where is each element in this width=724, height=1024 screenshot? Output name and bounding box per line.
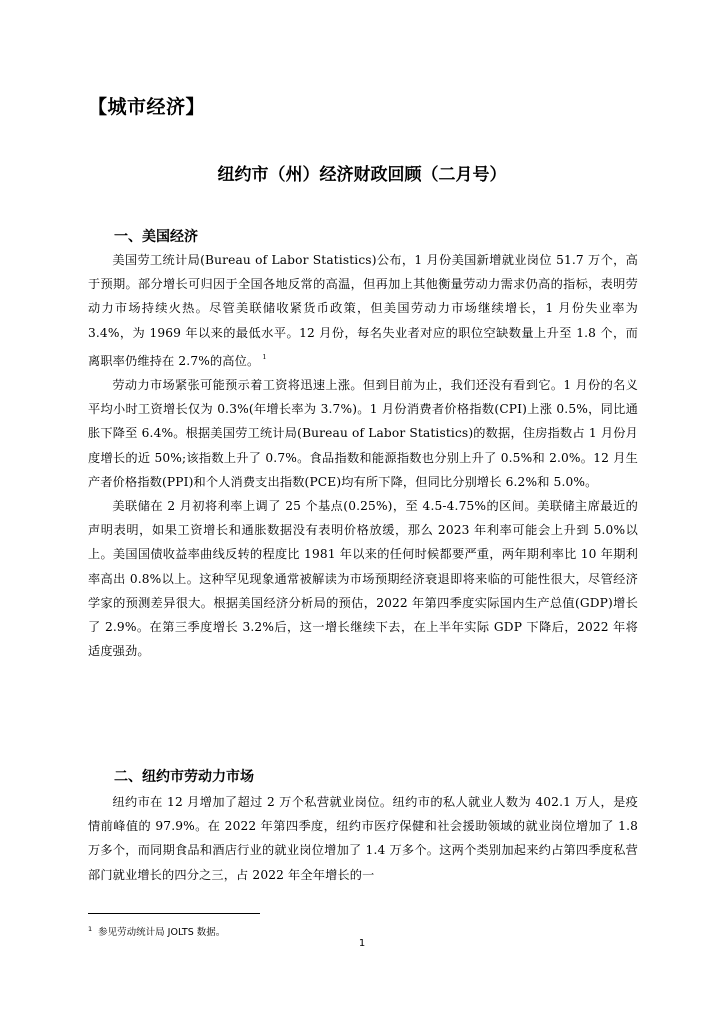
section-heading-nyc-labor-market: 二、纽约市劳动力市场: [114, 769, 254, 785]
paragraph: [88, 248, 638, 373]
footnote: [88, 924, 225, 938]
paragraph: 美联储在 2 月初将利率上调了 25 个基点(0.25%)，至 4.5-4.75%的区间。美联储主席最近的声明表明，如果工资增长和通胀数据没有表明价格放缓，那么 2023 年利率可能会上升到 5.0%以上。美国国债收益率曲线反转的程度比 1981 年以来的任何时候都要严重，两年期利率比 10 年期利率高出 0.8%以上。这种罕见现象通常被解读为市场预期经济衰退即将来临的可能性很大，尽管经济学家的预测差异很大。根据美国经济分析局的预估，2022 年第四季度实际国内生产总值(GDP)增长了 2.9%。在第三季度增长 3.2%后，这一增长继续下去，在上半年实际 GDP 下降后，2022 年将适度强劲。: [88, 499, 638, 659]
paragraph: 纽约市在 12 月增加了超过 2 万个私营就业岗位。纽约市的私人就业人数为 402.1 万人，是疫情前峰值的 97.9%。在 2022 年第四季度，纽约市医疗保健和社会援助领域的就业岗位增加了 1.8 万多个，而同期食品和酒店行业的就业岗位增加了 1.4 万多个。这两个类别加起来约占第四季度私营部门就业增长的四分之三，占 2022 年全年增长的一: [88, 795, 638, 882]
footnote-separator: [88, 913, 260, 914]
section-body-nyc-labor-market: [88, 790, 638, 887]
footnote-text: 参见劳动统计局 JOLTS 数据。: [98, 927, 226, 938]
section-tag: 【城市经济】: [88, 96, 206, 118]
footnote-reference[interactable]: 1: [262, 352, 267, 361]
section-heading-us-economy: 一、美国经济: [114, 229, 198, 245]
paragraph: 劳动力市场紧张可能预示着工资将迅速上涨。但到目前为止，我们还没有看到它。1 月份的名义平均小时工资增长仅为 0.3%(年增长率为 3.7%)。1 月份消费者价格指数(CPI)上涨 0.5%，同比通胀下降至 6.4%。根据美国劳工统计局(Bureau of Labor Statistics)的数据，住房指数占 1 月份月度增长的近 50%;该指数上升了 0.7%。食品指数和能源指数也分别上升了 0.5%和 2.0%。12 月生产者价格指数(PPI)和个人消费支出指数(PCE)均有所下降，但同比分别增长 6.2%和 5.0%。: [88, 378, 638, 489]
document-title: 纽约市（州）经济财政回顾（二月号）: [217, 165, 507, 185]
page-number: 1: [358, 938, 366, 949]
paragraph-text: 美国劳工统计局(Bureau of Labor Statistics)公布，1 月份美国新增就业岗位 51.7 万个，高于预期。部分增长可归因于全国各地反常的高温，但再加上其他衡量劳动力需求仍高的指标，表明劳动力市场持续火热。尽管美联储收紧货币政策，但美国劳动力市场继续增长，1 月份失业率为 3.4%，为 1969 年以来的最低水平。12 月份，每名失业者对应的职位空缺数量上升至 1.8 个，而离职率仍维持在 2.7%的高位。: [88, 253, 638, 368]
footnote-marker: 1: [88, 925, 93, 933]
section-body-us-economy: [88, 248, 638, 663]
